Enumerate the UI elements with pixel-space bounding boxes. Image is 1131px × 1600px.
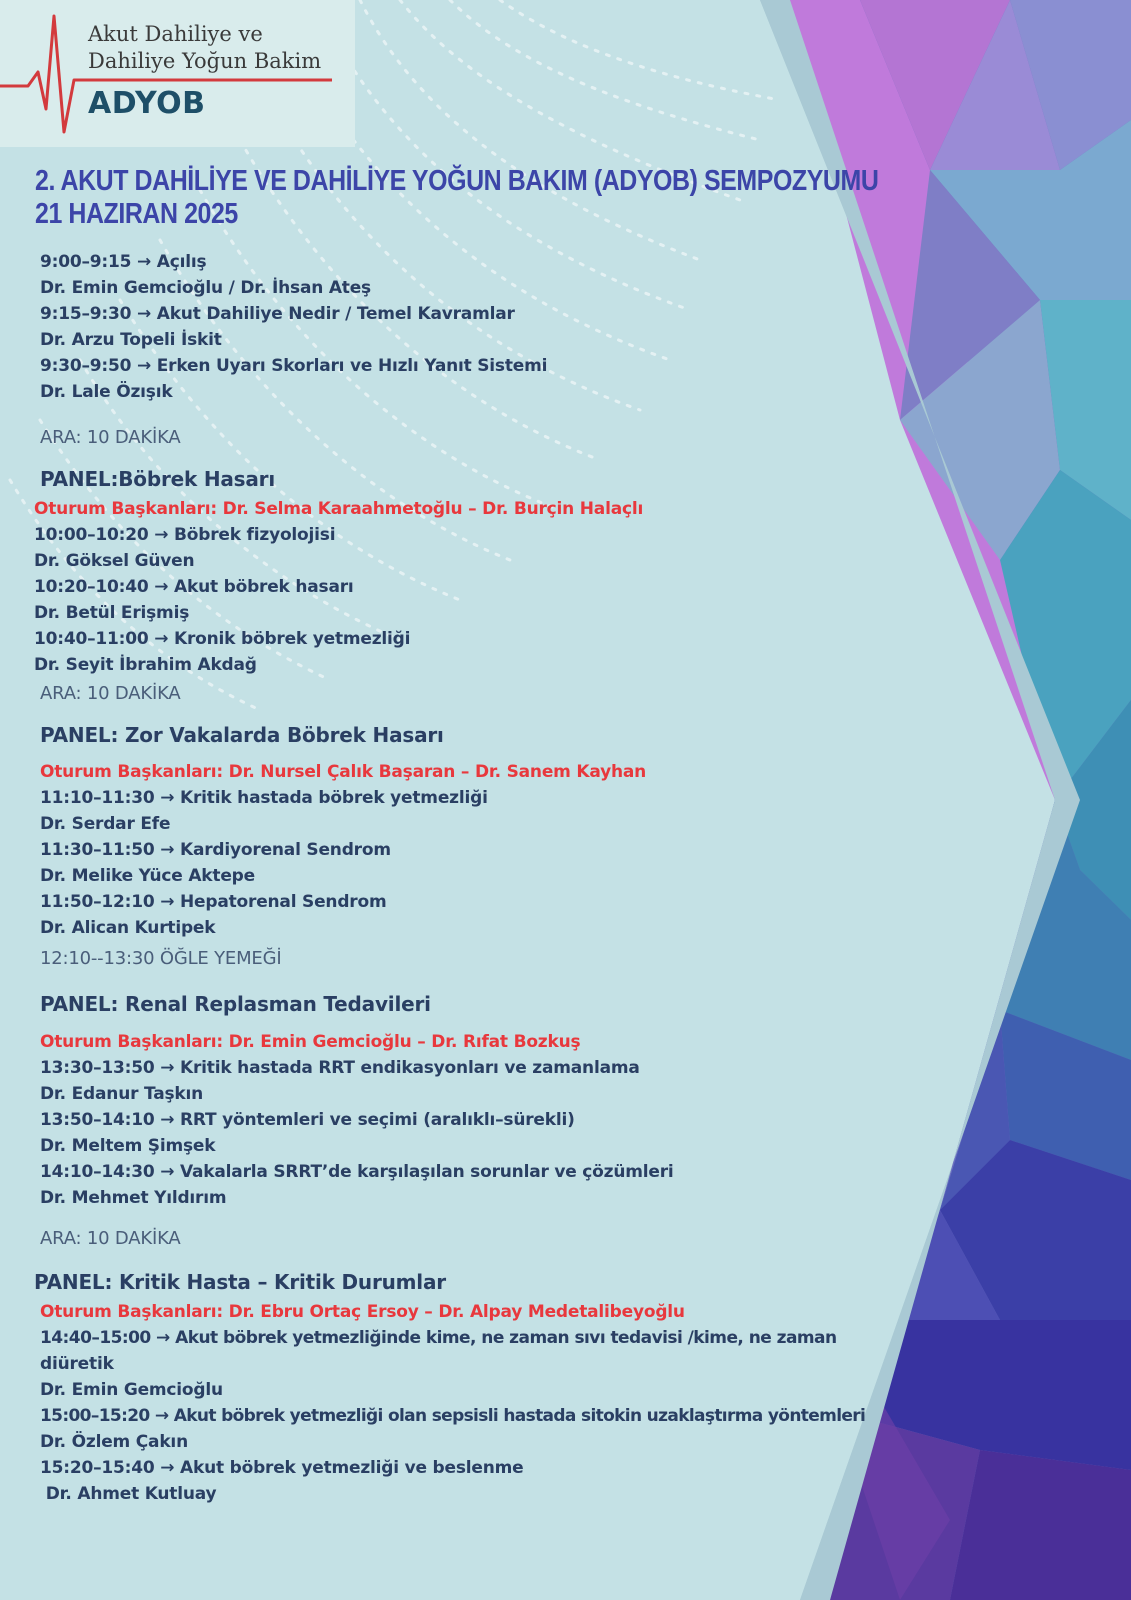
speaker: Dr. Alican Kurtipek (40, 918, 216, 938)
session-chairs: Oturum Başkanları: Dr. Nursel Çalık Başaran – Dr. Sanem Kayhan (40, 762, 647, 782)
speaker: Dr. Mehmet Yıldırım (40, 1188, 227, 1208)
logo-abbreviation: ADYOB (88, 86, 206, 121)
break: ARA: 10 DAKİKA (40, 427, 181, 448)
talk-time-title: 11:10–11:30 → Kritik hastada böbrek yetmezliği (40, 788, 488, 808)
talk-time-title: 15:20–15:40 → Akut böbrek yetmezliği ve beslenme (40, 1458, 524, 1478)
talk-time-title: 15:00–15:20 → Akut böbrek yetmezliği olan sepsisli hastada sitokin uzaklaştırma yöntemleri (40, 1406, 866, 1426)
logo-line-2: Dahiliye Yoğun Bakim (88, 49, 322, 73)
talk-time-title: 11:50–12:10 → Hepatorenal Sendrom (40, 892, 387, 912)
talk-title-continued: diüretik (40, 1354, 114, 1374)
talk-time-title: 13:50–14:10 → RRT yöntemleri ve seçimi (aralıklı–sürekli) (40, 1110, 575, 1130)
panel-heading: PANEL: Renal Replasman Tedavileri (40, 992, 431, 1016)
session-chairs: Oturum Başkanları: Dr. Ebru Ortaç Ersoy – Dr. Alpay Medetalibeyoğlu (40, 1302, 685, 1322)
talk-time-title: 13:30–13:50 → Kritik hastada RRT endikasyonları ve zamanlama (40, 1058, 640, 1078)
talk-time-title: 9:15–9:30 → Akut Dahiliye Nedir / Temel Kavramlar (40, 304, 515, 324)
talk-time-title: 10:40–11:00 → Kronik böbrek yetmezliği (34, 629, 411, 649)
symposium-date: 21 HAZIRAN 2025 (35, 198, 238, 230)
panel-heading: PANEL: Kritik Hasta – Kritik Durumlar (34, 1270, 446, 1294)
logo-line-1: Akut Dahiliye ve (88, 22, 263, 46)
lunch-break: 12:10--13:30 ÖĞLE YEMEĞİ (40, 948, 282, 969)
speaker: Dr. Ahmet Kutluay (40, 1484, 217, 1504)
speaker: Dr. Göksel Güven (34, 551, 195, 571)
speaker: Dr. Meltem Şimşek (40, 1136, 216, 1156)
speaker: Dr. Emin Gemcioğlu / Dr. İhsan Ateş (40, 278, 371, 298)
talk-time-title: 9:00–9:15 → Açılış (40, 252, 207, 272)
speaker: Dr. Serdar Efe (40, 814, 171, 834)
panel-heading: PANEL: Zor Vakalarda Böbrek Hasarı (40, 723, 444, 747)
speaker: Dr. Arzu Topeli İskit (40, 330, 222, 350)
speaker: Dr. Edanur Taşkın (40, 1084, 204, 1104)
speaker: Dr. Lale Özışık (40, 382, 173, 402)
speaker: Dr. Melike Yüce Aktepe (40, 866, 255, 886)
speaker: Dr. Seyit İbrahim Akdağ (34, 655, 257, 675)
talk-time-title: 10:20–10:40 → Akut böbrek hasarı (34, 577, 354, 597)
talk-time-title: 11:30–11:50 → Kardiyorenal Sendrom (40, 840, 391, 860)
panel-heading: PANEL:Böbrek Hasarı (40, 467, 275, 491)
session-chairs: Oturum Başkanları: Dr. Selma Karaahmetoğlu – Dr. Burçin Halaçlı (34, 499, 644, 519)
talk-time-title: 9:30–9:50 → Erken Uyarı Skorları ve Hızlı Yanıt Sistemi (40, 356, 548, 376)
session-chairs: Oturum Başkanları: Dr. Emin Gemcioğlu – Dr. Rıfat Bozkuş (40, 1032, 581, 1052)
break: ARA: 10 DAKİKA (40, 1228, 181, 1249)
symposium-title: 2. AKUT DAHİLİYE VE DAHİLİYE YOĞUN BAKIM (ADYOB) SEMPOZYUMU (35, 165, 879, 197)
talk-time-title: 14:10–14:30 → Vakalarla SRRT’de karşılaşılan sorunlar ve çözümleri (40, 1162, 674, 1182)
speaker: Dr. Betül Erişmiş (34, 603, 190, 623)
talk-time-title: 10:00–10:20 → Böbrek fizyolojisi (34, 525, 336, 545)
talk-time-title: 14:40–15:00 → Akut böbrek yetmezliğinde kime, ne zaman sıvı tedavisi /kime, ne zaman (40, 1328, 837, 1348)
break: ARA: 10 DAKİKA (40, 683, 181, 704)
speaker: Dr. Emin Gemcioğlu (40, 1380, 223, 1400)
speaker: Dr. Özlem Çakın (40, 1432, 188, 1452)
logo (0, 0, 355, 147)
